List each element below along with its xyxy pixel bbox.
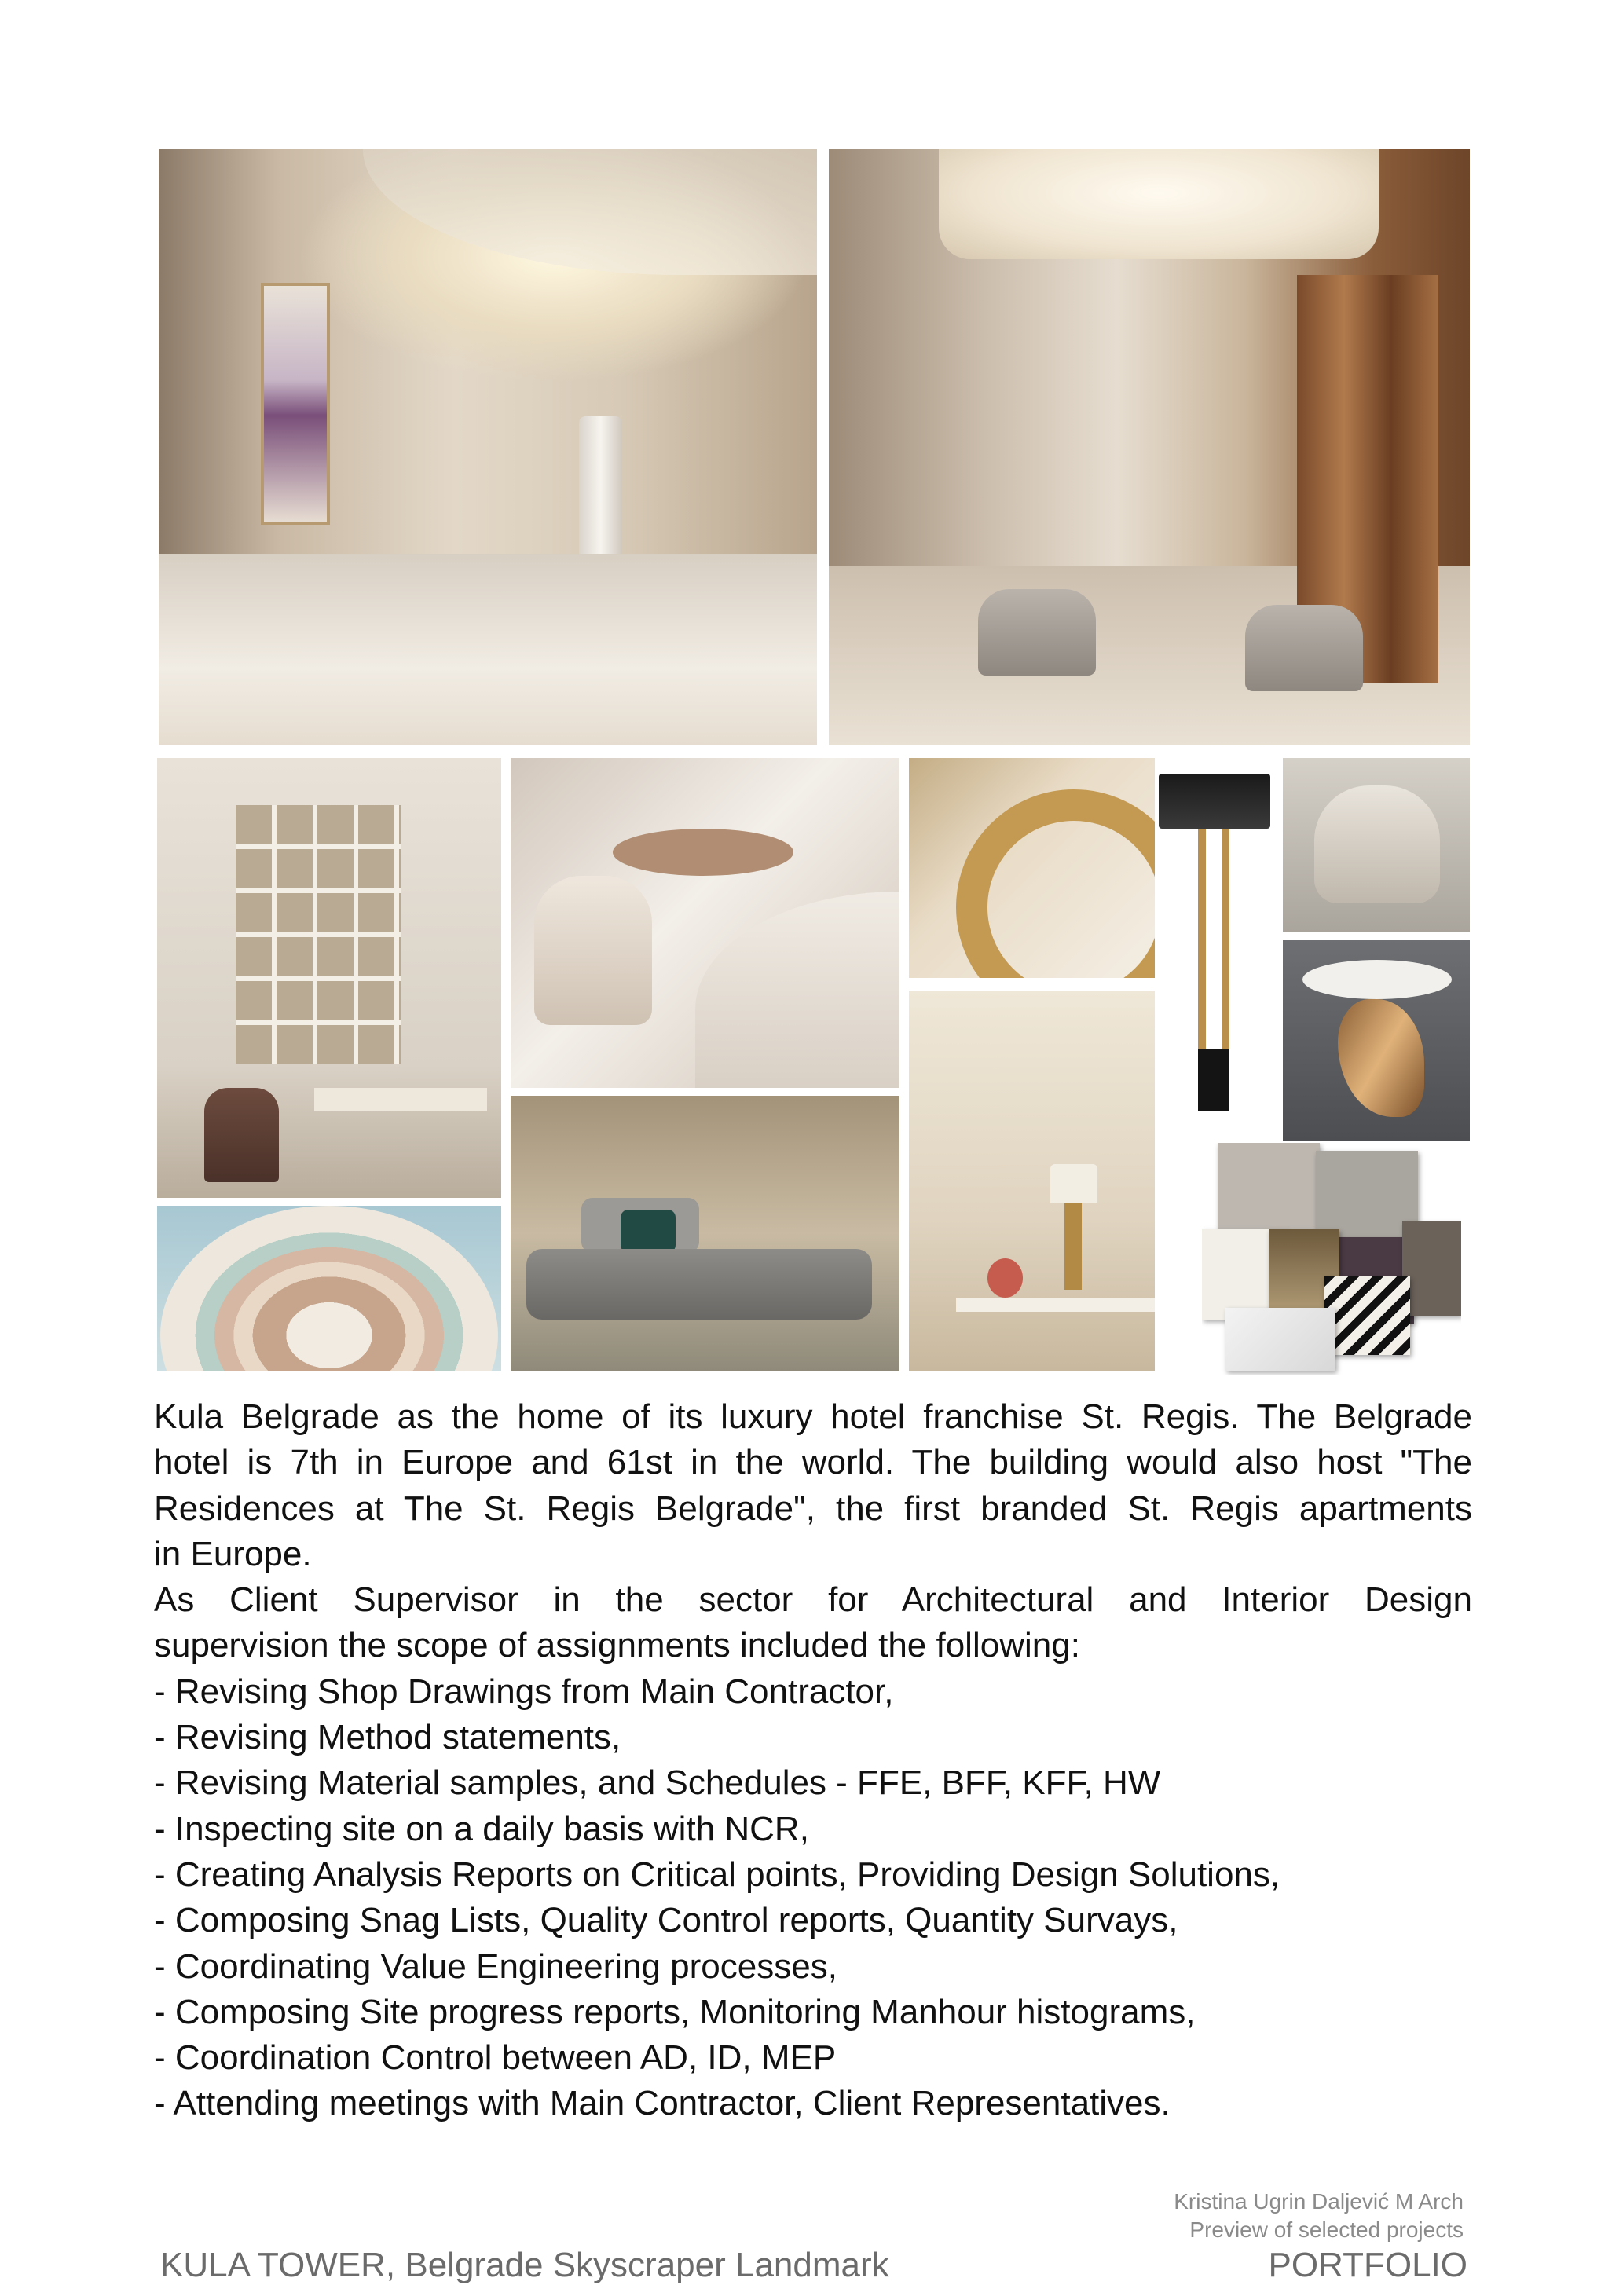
scope-item: - Revising Method statements, bbox=[154, 1718, 621, 1757]
section-label: PORTFOLIO bbox=[1268, 2246, 1467, 2284]
scope-item: - Revising Material samples, and Schedules - FFE, BFF, KFF, HW bbox=[154, 1763, 1161, 1803]
scope-item: - Coordinating Value Engineering processes, bbox=[154, 1946, 837, 1986]
scope-item: - Coordination Control between AD, ID, MEP bbox=[154, 2038, 837, 2078]
scope-item: - Creating Analysis Reports on Critical points, Providing Design Solutions, bbox=[154, 1855, 1280, 1894]
brass-arch-photo bbox=[909, 758, 1155, 978]
lobby-seating-photo bbox=[829, 149, 1470, 745]
project-title: KULA TOWER, Belgrade Skyscraper Landmark bbox=[160, 2246, 889, 2284]
material-samples-photo bbox=[1202, 1143, 1461, 1375]
scope-item: - Inspecting site on a daily basis with NCR, bbox=[154, 1809, 809, 1848]
lobby-lounge-photo bbox=[159, 149, 817, 745]
scope-item: - Composing Snag Lists, Quality Control reports, Quantity Survays, bbox=[154, 1901, 1178, 1940]
dining-set-photo bbox=[511, 758, 899, 1088]
intro-line-2: hotel is 7th in Europe and 61st in the world. The building would also host "The bbox=[154, 1443, 1472, 1482]
author-name: Kristina Ugrin Daljević M Arch bbox=[1174, 2189, 1464, 2214]
scope-item: - Attending meetings with Main Contractor, Client Representatives. bbox=[154, 2084, 1171, 2123]
intro-line-1: Kula Belgrade as the home of its luxury hotel franchise St. Regis. The Belgrade bbox=[154, 1397, 1472, 1436]
floor-lamp-photo bbox=[1157, 758, 1275, 1151]
project-description bbox=[154, 1394, 1472, 2127]
rug-photo bbox=[157, 1206, 501, 1371]
author-block bbox=[1174, 2188, 1464, 2244]
author-subtitle: Preview of selected projects bbox=[1189, 2217, 1464, 2242]
scope-line-2: supervision the scope of assignments included the following: bbox=[154, 1626, 1080, 1665]
scope-line-1: As Client Supervisor in the sector for Architectural and Interior Design bbox=[154, 1580, 1472, 1620]
intro-line-3: Residences at The St. Regis Belgrade", the first branded St. Regis apartments bbox=[154, 1489, 1472, 1528]
side-table-lamp-photo bbox=[909, 991, 1155, 1371]
daybed-photo bbox=[511, 1096, 899, 1371]
pedestal-table-photo bbox=[1283, 940, 1470, 1141]
scope-item: - Composing Site progress reports, Monitoring Manhour histograms, bbox=[154, 1992, 1196, 2031]
scope-item: - Revising Shop Drawings from Main Contractor, bbox=[154, 1672, 894, 1711]
library-shelves-photo bbox=[157, 758, 501, 1198]
armchair-photo bbox=[1283, 758, 1470, 932]
intro-line-4: in Europe. bbox=[154, 1534, 312, 1573]
